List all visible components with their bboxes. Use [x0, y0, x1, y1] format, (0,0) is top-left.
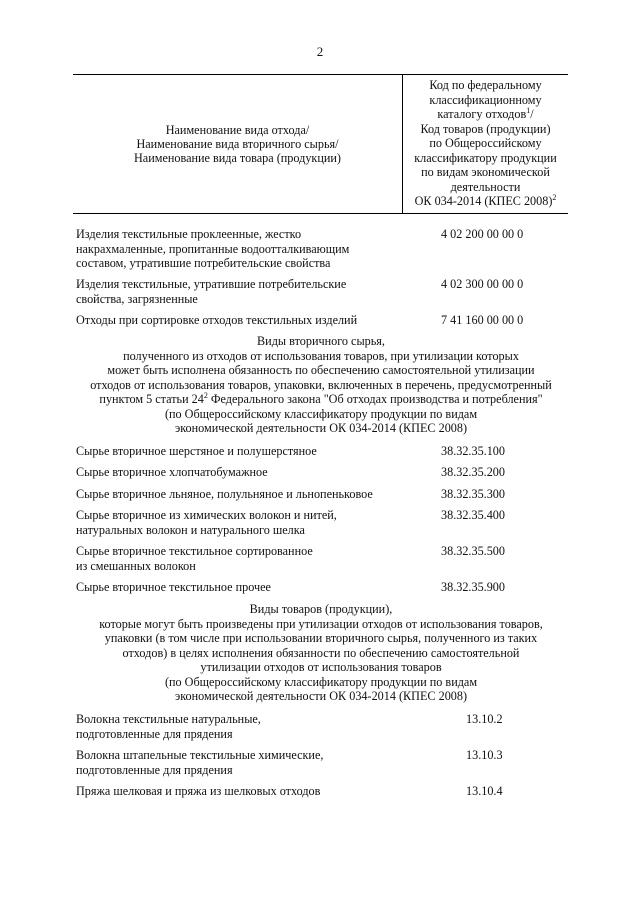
header-code-line: Код товаров (продукции)	[420, 121, 551, 136]
header-code-line: ОК 034-2014 (КПЕС 2008)$^2$	[414, 192, 557, 208]
row-code: 13.10.3	[466, 748, 503, 762]
row-name: Сырье вторичное текстильное прочее	[76, 580, 271, 594]
row-name: Изделия текстильные, утратившие потребительские свойства, загрязненные	[76, 277, 347, 306]
header-name-line: Наименование вида отхода/	[165, 123, 310, 137]
row-code: 38.32.35.200	[441, 465, 505, 479]
row-code: 38.32.35.400	[441, 508, 505, 522]
header-name-line: Наименование вида товара (продукции)	[134, 151, 341, 165]
row-name: Изделия текстильные проклеенные, жестко накрахмаленные, пропитанные водоотталкивающим составом, утратившие потребительские свойства	[76, 227, 350, 270]
header-code-line: классификатору продукции	[414, 150, 557, 165]
header-code-line: по видам экономической	[421, 165, 550, 179]
footnote-marker: 2	[203, 390, 208, 400]
footnote-marker: 2	[552, 192, 557, 202]
row-code: 38.32.35.100	[441, 444, 505, 458]
header-code-line: Код по федеральному	[429, 78, 542, 92]
row-name: Волокна штапельные текстильные химические, подготовленные для прядения	[76, 748, 324, 777]
page-number: 2	[316, 44, 324, 59]
row-code: 38.32.35.300	[441, 487, 505, 501]
row-code: 4 02 200 00 00 0	[441, 227, 524, 241]
row-name: Сырье вторичное из химических волокон и нитей, натуральных волокон и натурального шелка	[76, 508, 337, 537]
table-header	[73, 74, 568, 214]
header-code-line: каталогу отходов$^1$/	[437, 105, 534, 121]
row-name: Пряжа шелковая и пряжа из шелковых отходов	[76, 784, 321, 798]
header-name-column	[73, 75, 402, 213]
row-name: Сырье вторичное шерстяное и полушерстяное	[76, 444, 317, 458]
row-code: 4 02 300 00 00 0	[441, 277, 524, 291]
footnote-marker: 1	[526, 105, 531, 115]
row-name: Отходы при сортировке отходов текстильных изделий	[76, 313, 358, 327]
row-name: Сырье вторичное льняное, полульняное и льнопеньковое	[76, 487, 373, 501]
row-code: 13.10.2	[466, 712, 503, 726]
row-name: Сырье вторичное хлопчатобумажное	[76, 465, 268, 479]
row-name: Сырье вторичное текстильное сортированное из смешанных волокон	[76, 544, 313, 573]
section-heading-products: Виды товаров (продукции), которые могут быть произведены при утилизации отходов от использования товаров, упаковки (в том числе при использовании вторичного сырья, полученного из таких отходов) в целях исполнения обязанности по обеспечению самостоятельной утилизации отходов от использования товаров (по Общероссийскому классификатору продукции по видам экономической деятельности ОК 034-2014 (КПЕС 2008)	[99, 602, 543, 703]
header-code-line: классификационному	[429, 92, 542, 107]
row-code: 38.32.35.500	[441, 544, 505, 558]
row-code: 38.32.35.900	[441, 580, 505, 594]
row-code: 13.10.4	[466, 784, 503, 798]
row-name: Волокна текстильные натуральные, подготовленные для прядения	[76, 712, 261, 741]
header-name-line: Наименование вида вторичного сырья/	[136, 137, 339, 151]
row-code: 7 41 160 00 00 0	[441, 313, 524, 327]
header-code-line: по Общероссийскому	[429, 136, 542, 150]
header-code-line: деятельности	[450, 179, 521, 194]
header-code-column	[403, 78, 568, 209]
section-heading-secondary-raw: Виды вторичного сырья, полученного из отходов от использования товаров, при утилизации которых может быть исполнена обязанность по обеспечению самостоятельной утилизации отходов от использования товаров, упаковки, включенных в перечень, предусмотренный пунктом 5 статьи $24^2$ Федерального закона "Об отходах производства и потребления" (по Общероссийскому классификатору продукции по видам экономической деятельности ОК 034-2014 (КПЕС 2008)	[90, 334, 552, 435]
